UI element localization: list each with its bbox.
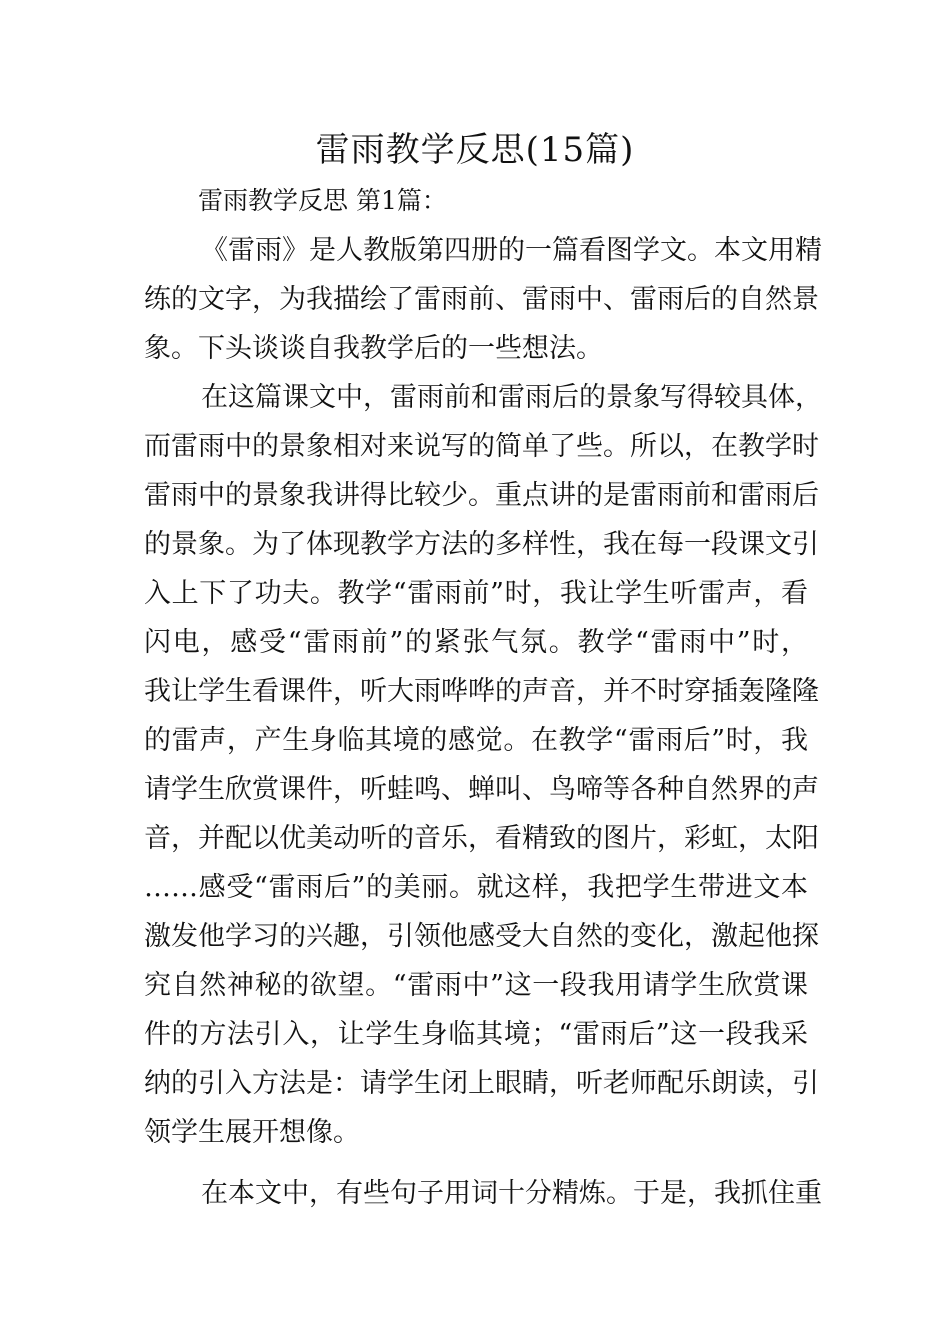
paragraph-line: 闪电，感受“雷雨前”的紧张气氛。教学“雷雨中”时， <box>144 627 808 658</box>
paragraph-line: 在本文中，有些句子用词十分精炼。于是，我抓住重 <box>201 1178 822 1209</box>
paragraph-line: 音，并配以优美动听的音乐，看精致的图片，彩虹，太阳 <box>144 823 819 854</box>
paragraph-line: 激发他学习的兴趣，引领他感受大自然的变化，激起他探 <box>144 921 819 952</box>
paragraph-line: 纳的引入方法是：请学生闭上眼睛，听老师配乐朗读，引 <box>144 1068 819 1099</box>
paragraph-line: 练的文字，为我描绘了雷雨前、雷雨中、雷雨后的自然景 <box>144 284 819 315</box>
paragraph-line: ……感受“雷雨后”的美丽。就这样，我把学生带进文本 <box>144 872 808 903</box>
paragraph-line: 请学生欣赏课件，听蛙鸣、蝉叫、鸟啼等各种自然界的声 <box>144 774 819 805</box>
paragraph-line: 件的方法引入，让学生身临其境；“雷雨后”这一段我采 <box>144 1019 808 1050</box>
paragraph-line: 雷雨中的景象我讲得比较少。重点讲的是雷雨前和雷雨后 <box>144 480 819 511</box>
paragraph-line: 《雷雨》是人教版第四册的一篇看图学文。本文用精 <box>201 235 822 266</box>
paragraph-line: 而雷雨中的景象相对来说写的简单了些。所以，在教学时 <box>144 431 819 462</box>
paragraph-line: 领学生展开想像。 <box>144 1117 360 1148</box>
paragraph-line: 我让学生看课件，听大雨哗哗的声音，并不时穿插轰隆隆 <box>144 676 819 707</box>
section-heading: 雷雨教学反思 第1篇： <box>198 186 447 215</box>
paragraph-line: 究自然神秘的欲望。“雷雨中”这一段我用请学生欣赏课 <box>144 970 808 1001</box>
paragraph-line: 的景象。为了体现教学方法的多样性，我在每一段课文引 <box>144 529 819 560</box>
paragraph-line: 在这篇课文中，雷雨前和雷雨后的景象写得较具体， <box>201 382 822 413</box>
paragraph-line: 入上下了功夫。教学“雷雨前”时，我让学生听雷声，看 <box>144 578 808 609</box>
paragraph-line: 的雷声，产生身临其境的感觉。在教学“雷雨后”时，我 <box>144 725 808 756</box>
document-title: 雷雨教学反思(15篇) <box>315 130 635 170</box>
paragraph-line: 象。下头谈谈自我教学后的一些想法。 <box>144 333 603 364</box>
